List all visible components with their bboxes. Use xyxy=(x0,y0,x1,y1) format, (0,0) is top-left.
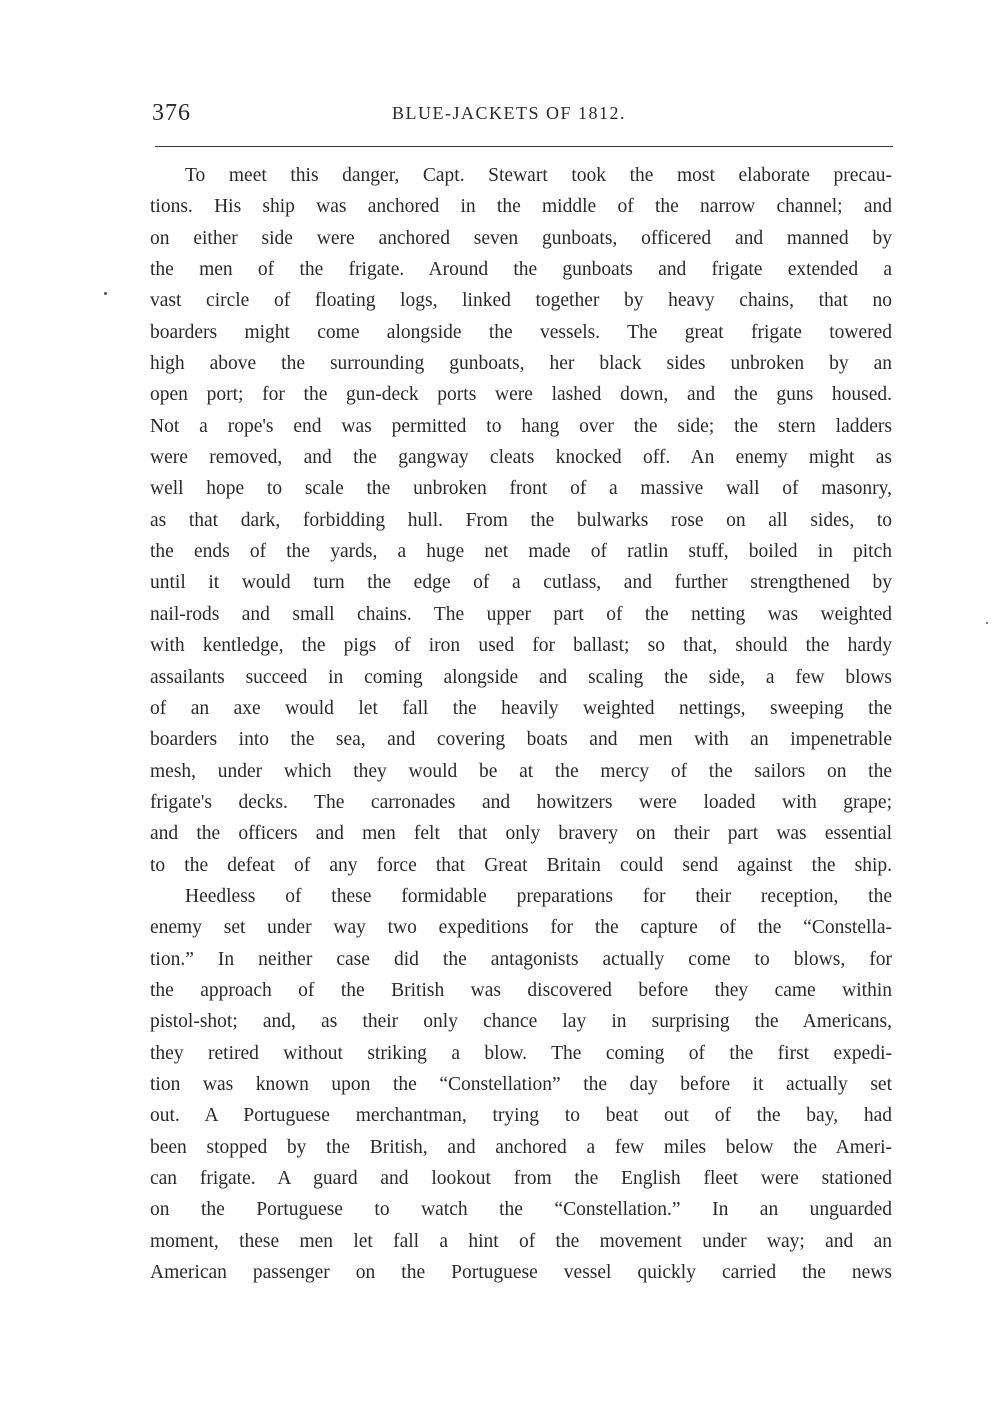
text-line: and the officers and men felt that only bravery on their part was essential xyxy=(150,823,892,845)
text-line: vast circle of floating logs, linked together by heavy chains, that no xyxy=(150,290,892,312)
text-line: out. A Portuguese merchantman, trying to beat out of the bay, had xyxy=(150,1105,892,1127)
page-number: 376 xyxy=(152,100,191,126)
text-line: enemy set under way two expeditions for the capture of the “Constella- xyxy=(150,917,892,939)
text-line: American passenger on the Portuguese vessel quickly carried the news xyxy=(150,1262,892,1284)
running-head: BLUE-JACKETS OF 1812. xyxy=(392,103,627,123)
scan-speck xyxy=(986,622,988,624)
text-line: nail-rods and small chains. The upper part of the netting was weighted xyxy=(150,603,892,625)
text-line: were removed, and the gangway cleats knocked off. An enemy might as xyxy=(150,447,892,469)
scan-speck xyxy=(104,292,107,295)
text-line: until it would turn the edge of a cutlass, and further strengthened by xyxy=(150,572,892,594)
text-line: To meet this danger, Capt. Stewart took the most elaborate precau- xyxy=(185,165,892,186)
text-line: pistol-shot; and, as their only chance lay in surprising the Americans, xyxy=(150,1011,892,1033)
text-line: on either side were anchored seven gunboats, officered and manned by xyxy=(150,227,892,249)
text-line: the ends of the yards, a huge net made of ratlin stuff, boiled in pitch xyxy=(150,541,892,563)
text-line: assailants succeed in coming alongside and scaling the side, a few blows xyxy=(150,666,892,688)
text-line: tion was known upon the “Constellation” the day before it actually set xyxy=(150,1073,892,1095)
text-line: mesh, under which they would be at the mercy of the sailors on the xyxy=(150,760,892,782)
text-line: frigate's decks. The carronades and howitzers were loaded with grape; xyxy=(150,791,892,813)
text-line: been stopped by the British, and anchored a few miles below the Ameri- xyxy=(150,1136,892,1158)
text-line: of an axe would let fall the heavily weighted nettings, sweeping the xyxy=(150,697,892,719)
text-line: to the defeat of any force that Great Britain could send against the ship. xyxy=(150,854,892,876)
text-line: tion.” In neither case did the antagonists actually come to blows, for xyxy=(150,948,892,970)
text-line: moment, these men let fall a hint of the movement under way; and an xyxy=(150,1230,892,1252)
text-line: Heedless of these formidable preparations for their reception, the xyxy=(185,885,892,907)
text-line: the approach of the British was discovered before they came within xyxy=(150,979,892,1001)
page-header xyxy=(152,100,892,132)
text-line: tions. His ship was anchored in the middle of the narrow channel; and xyxy=(150,196,892,218)
text-line: high above the surrounding gunboats, her black sides unbroken by an xyxy=(150,353,892,375)
text-line: can frigate. A guard and lookout from the English fleet were stationed xyxy=(150,1168,892,1189)
text-line: with kentledge, the pigs of iron used for ballast; so that, should the hardy xyxy=(150,635,892,657)
text-line: the men of the frigate. Around the gunboats and frigate extended a xyxy=(150,259,892,281)
text-line: they retired without striking a blow. The coming of the first expedi- xyxy=(150,1042,892,1064)
text-line: well hope to scale the unbroken front of a massive wall of masonry, xyxy=(150,478,892,500)
text-line: Not a rope's end was permitted to hang over the side; the stern ladders xyxy=(150,415,892,437)
header-rule xyxy=(155,146,893,147)
text-line: on the Portuguese to watch the “Constellation.” In an unguarded xyxy=(150,1199,892,1221)
text-line: boarders might come alongside the vessels. The great frigate towered xyxy=(150,321,892,343)
text-line: boarders into the sea, and covering boats and men with an impenetrable xyxy=(150,729,892,751)
text-line: open port; for the gun-deck ports were lashed down, and the guns housed. xyxy=(150,384,892,406)
text-line: as that dark, forbidding hull. From the bulwarks rose on all sides, to xyxy=(150,509,892,531)
body-text xyxy=(150,160,892,1288)
